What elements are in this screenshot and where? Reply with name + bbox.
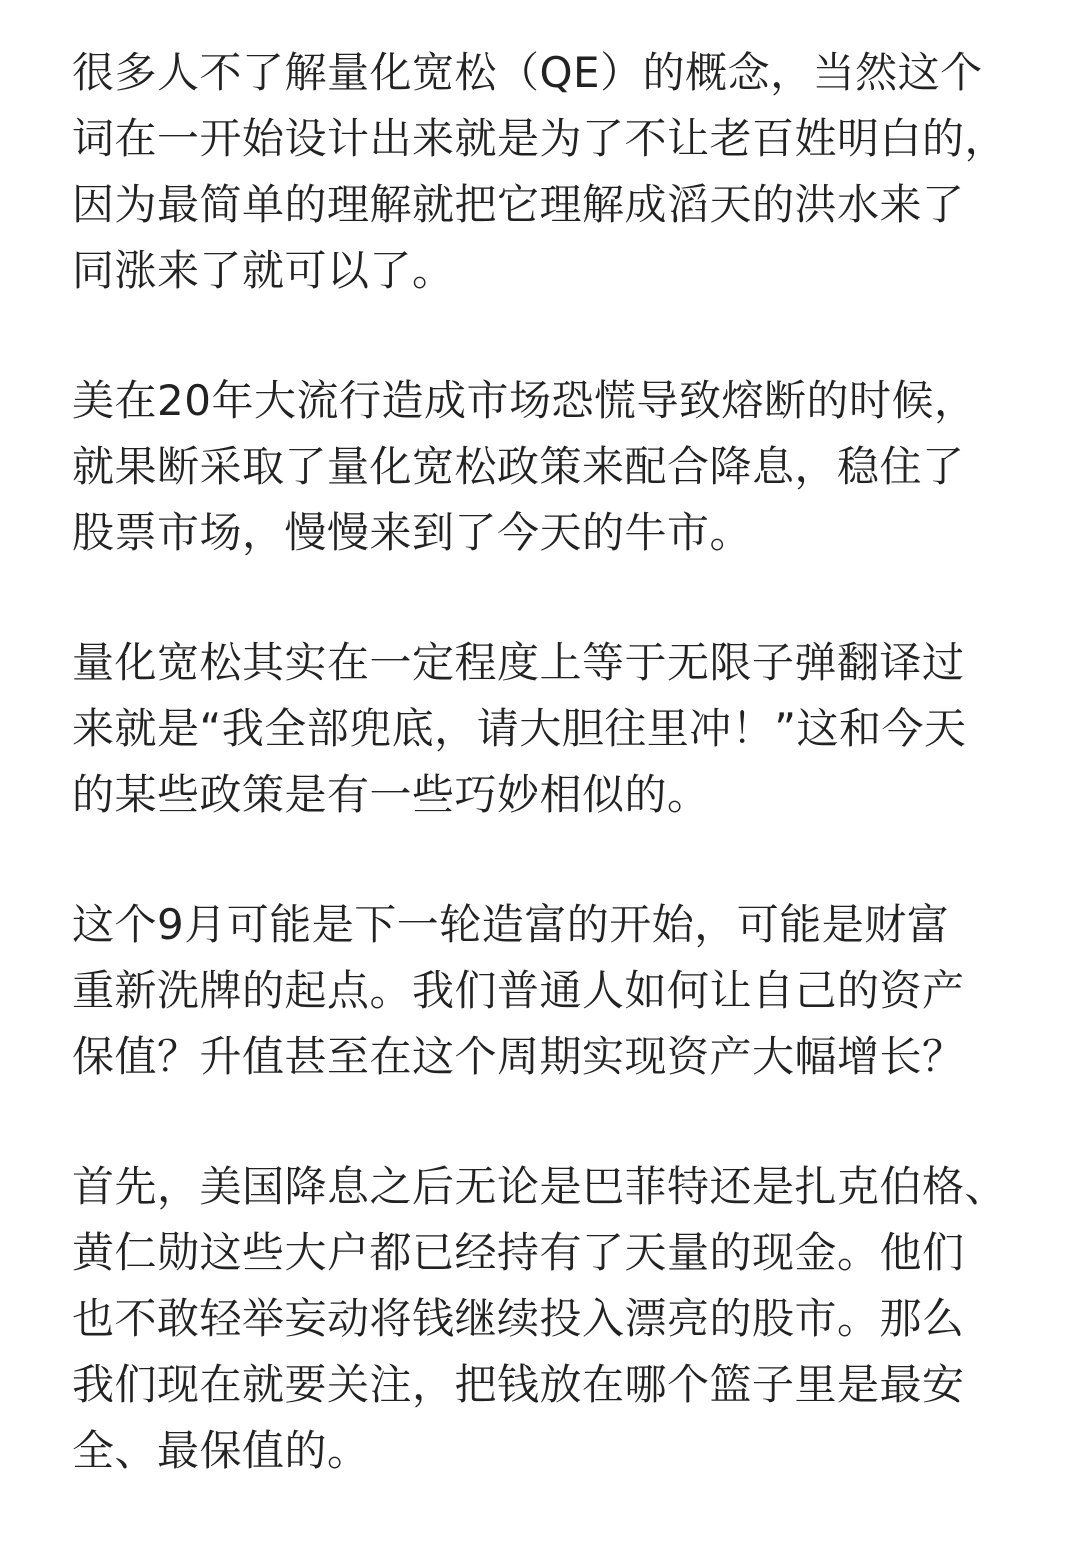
paragraph-3 (72, 630, 1032, 828)
article-body (72, 40, 1032, 1548)
paragraph-1 (72, 40, 1032, 304)
text-line: 因为最简单的理解就把它理解成滔天的洪水来了 (72, 180, 965, 229)
text-line: 也不敢轻举妄动将钱继续投入漂亮的股市。那么 (72, 1294, 965, 1343)
text-line: 就果断采取了量化宽松政策来配合降息，稳住了 (72, 442, 965, 491)
text-line: 量化宽松其实在一定程度上等于无限子弹翻译过 (72, 638, 965, 687)
text-line: 全、最保值的。 (72, 1426, 370, 1475)
text-line: 的某些政策是有一些巧妙相似的。 (72, 770, 710, 819)
text-line: 重新洗牌的起点。我们普通人如何让自己的资产 (72, 966, 965, 1015)
text-line: 来就是“我全部兜底，请大胆往里冲！”这和今天 (72, 704, 967, 753)
text-line: 黄仁勋这些大户都已经持有了天量的现金。他们 (72, 1228, 965, 1277)
paragraph-5 (72, 1154, 1032, 1484)
text-line: 我们现在就要关注，把钱放在哪个篮子里是最安 (72, 1360, 965, 1409)
text-line: 词在一开始设计出来就是为了不让老百姓明白的， (72, 114, 1008, 163)
text-line: 这个9月可能是下一轮造富的开始，可能是财富 (72, 900, 950, 949)
text-line: 保值？升值甚至在这个周期实现资产大幅增长？ (72, 1032, 965, 1081)
paragraph-2 (72, 368, 1032, 566)
text-line: 股票市场，慢慢来到了今天的牛市。 (72, 508, 753, 557)
text-line: 首先，美国降息之后无论是巴菲特还是扎克伯格、 (72, 1162, 1008, 1211)
paragraph-4 (72, 892, 1032, 1090)
text-line: 美在20年大流行造成市场恐慌导致熔断的时候， (72, 376, 977, 425)
text-line: 同涨来了就可以了。 (72, 246, 455, 295)
text-line: 很多人不了解量化宽松（QE）的概念，当然这个 (72, 48, 983, 97)
